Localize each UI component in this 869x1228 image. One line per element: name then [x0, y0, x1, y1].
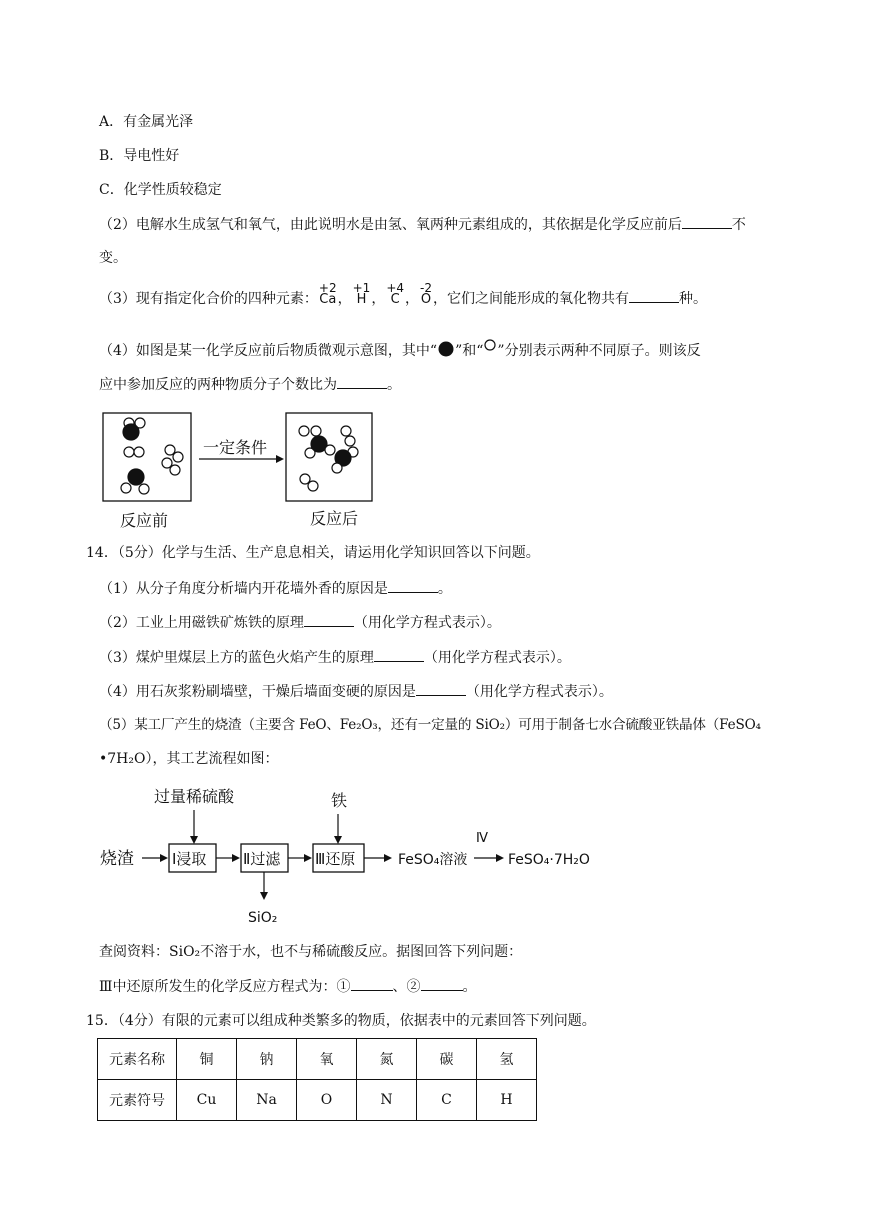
- q13-p3-question: 它们之间能形成的氧化物共有: [447, 291, 629, 307]
- q14-title: 14．（5分）化学与生活、生产息息相关，请运用化学知识回答以下问题。: [86, 545, 540, 561]
- white-atom-icon: [483, 339, 497, 353]
- final-product: FeSO₄·7H₂O: [508, 852, 590, 868]
- answer-blank[interactable]: [682, 214, 732, 229]
- reaction-diagram: [100, 410, 400, 535]
- q13-p4-line1: （4）如图是某一化学反应前后物质微观示意图，其中“ ”和“ ”分别表示两种不同原子。则该反: [99, 339, 701, 361]
- table-cell: 氧: [297, 1039, 357, 1080]
- q13-p4-text: （4）如图是某一化学反应前后物质微观示意图，其中“: [99, 343, 438, 359]
- reagent-iron: 铁: [331, 791, 348, 810]
- element-table: [97, 1038, 537, 1121]
- option-c: C．化学性质较稳定: [99, 182, 222, 198]
- table-header-name: 元素名称: [98, 1039, 177, 1080]
- byproduct-sio2: SiO₂: [248, 910, 278, 926]
- after-label: 反应后: [310, 509, 359, 528]
- q13-p4-question: 应中参加反应的两种物质分子个数比为: [99, 377, 337, 393]
- table-row: [98, 1039, 537, 1080]
- black-atom-icon: [437, 341, 455, 357]
- arrow-label: 一定条件: [203, 438, 268, 457]
- valence-ca: +2 Ca: [318, 281, 337, 307]
- q14-note: 查阅资料：SiO₂不溶于水，也不与稀硫酸反应。据图回答下列问题：: [99, 944, 523, 960]
- table-cell: C: [417, 1080, 477, 1121]
- option-b: B．导电性好: [99, 148, 180, 164]
- process-flow-diagram: [98, 780, 618, 930]
- flow-start-label: 烧渣: [100, 849, 134, 869]
- table-cell: 氢: [477, 1039, 537, 1080]
- q13-p2-line1: [99, 214, 746, 235]
- q13-p3: （3）现有指定化合价的四种元素： +2 Ca， +1 H ， +4 C ， -2 O ，它们之间能形成的氧化物共有 种。: [99, 281, 707, 307]
- q13-p2-line2: 变。: [99, 250, 127, 266]
- table-cell: 钠: [237, 1039, 297, 1080]
- q14-p2: （2）工业上用磁铁矿炼铁的原理 （用化学方程式表示）。: [99, 612, 501, 633]
- q15-title: 15．（4分）有限的元素可以组成种类繁多的物质，依据表中的元素回答下列问题。: [86, 1013, 596, 1029]
- intermediate-feso4-solution: FeSO₄溶液: [398, 852, 468, 868]
- answer-blank[interactable]: [629, 288, 679, 303]
- q13-p2-tail: 不: [731, 217, 746, 233]
- answer-blank[interactable]: [304, 612, 354, 627]
- valence-o: -2 O: [420, 281, 432, 307]
- table-cell: 碳: [417, 1039, 477, 1080]
- table-cell: O: [297, 1080, 357, 1121]
- answer-blank[interactable]: [388, 578, 438, 593]
- q14-p5-line2: •7H₂O），其工艺流程如图：: [99, 751, 279, 767]
- q14-p3: （3）煤炉里煤层上方的蓝色火焰产生的原理 （用化学方程式表示）。: [99, 647, 571, 668]
- q14-reduction-question: Ⅲ中还原所发生的化学反应方程式为：① 、② 。: [99, 976, 477, 997]
- answer-blank[interactable]: [337, 374, 387, 389]
- step-filtration: Ⅱ过滤: [243, 850, 281, 868]
- table-row: [98, 1080, 537, 1121]
- q13-p3-text: （3）现有指定化合价的四种元素：: [99, 291, 318, 307]
- before-label: 反应前: [120, 511, 169, 530]
- reagent-dilute-sulfuric-acid: 过量稀硫酸: [154, 787, 235, 806]
- table-cell: Na: [237, 1080, 297, 1121]
- answer-blank[interactable]: [351, 976, 393, 991]
- step-reduction: Ⅲ还原: [315, 850, 356, 868]
- after-box: [286, 413, 372, 501]
- q14-p1: （1）从分子角度分析墙内开花墙外香的原因是 。: [99, 578, 452, 599]
- option-a: A．有金属光泽: [99, 114, 194, 130]
- q14-p5-line1: （5）某工厂产生的烧渣（主要含 FeO、Fe₂O₃，还有一定量的 SiO₂）可用于制备七水合硫酸亚铁晶体（FeSO₄: [99, 717, 761, 733]
- table-cell: 铜: [177, 1039, 237, 1080]
- answer-blank[interactable]: [416, 681, 466, 696]
- table-header-symbol: 元素符号: [98, 1080, 177, 1121]
- table-cell: H: [477, 1080, 537, 1121]
- q13-p2-text: （2）电解水生成氢气和氧气，由此说明水是由氢、氧两种元素组成的，其依据是化学反应前后: [99, 217, 682, 233]
- table-cell: 氮: [357, 1039, 417, 1080]
- table-cell: Cu: [177, 1080, 237, 1121]
- valence-c: +4 C: [386, 281, 405, 307]
- q14-p4: （4）用石灰浆粉刷墙壁，干燥后墙面变硬的原因是 （用化学方程式表示）。: [99, 681, 613, 702]
- table-cell: N: [357, 1080, 417, 1121]
- valence-h: +1 H: [352, 281, 371, 307]
- answer-blank[interactable]: [374, 647, 424, 662]
- step-leaching: Ⅰ浸取: [172, 850, 207, 868]
- answer-blank[interactable]: [421, 976, 463, 991]
- step-iv-label: Ⅳ: [476, 831, 488, 846]
- q13-p4-line2: 应中参加反应的两种物质分子个数比为 。: [99, 374, 401, 395]
